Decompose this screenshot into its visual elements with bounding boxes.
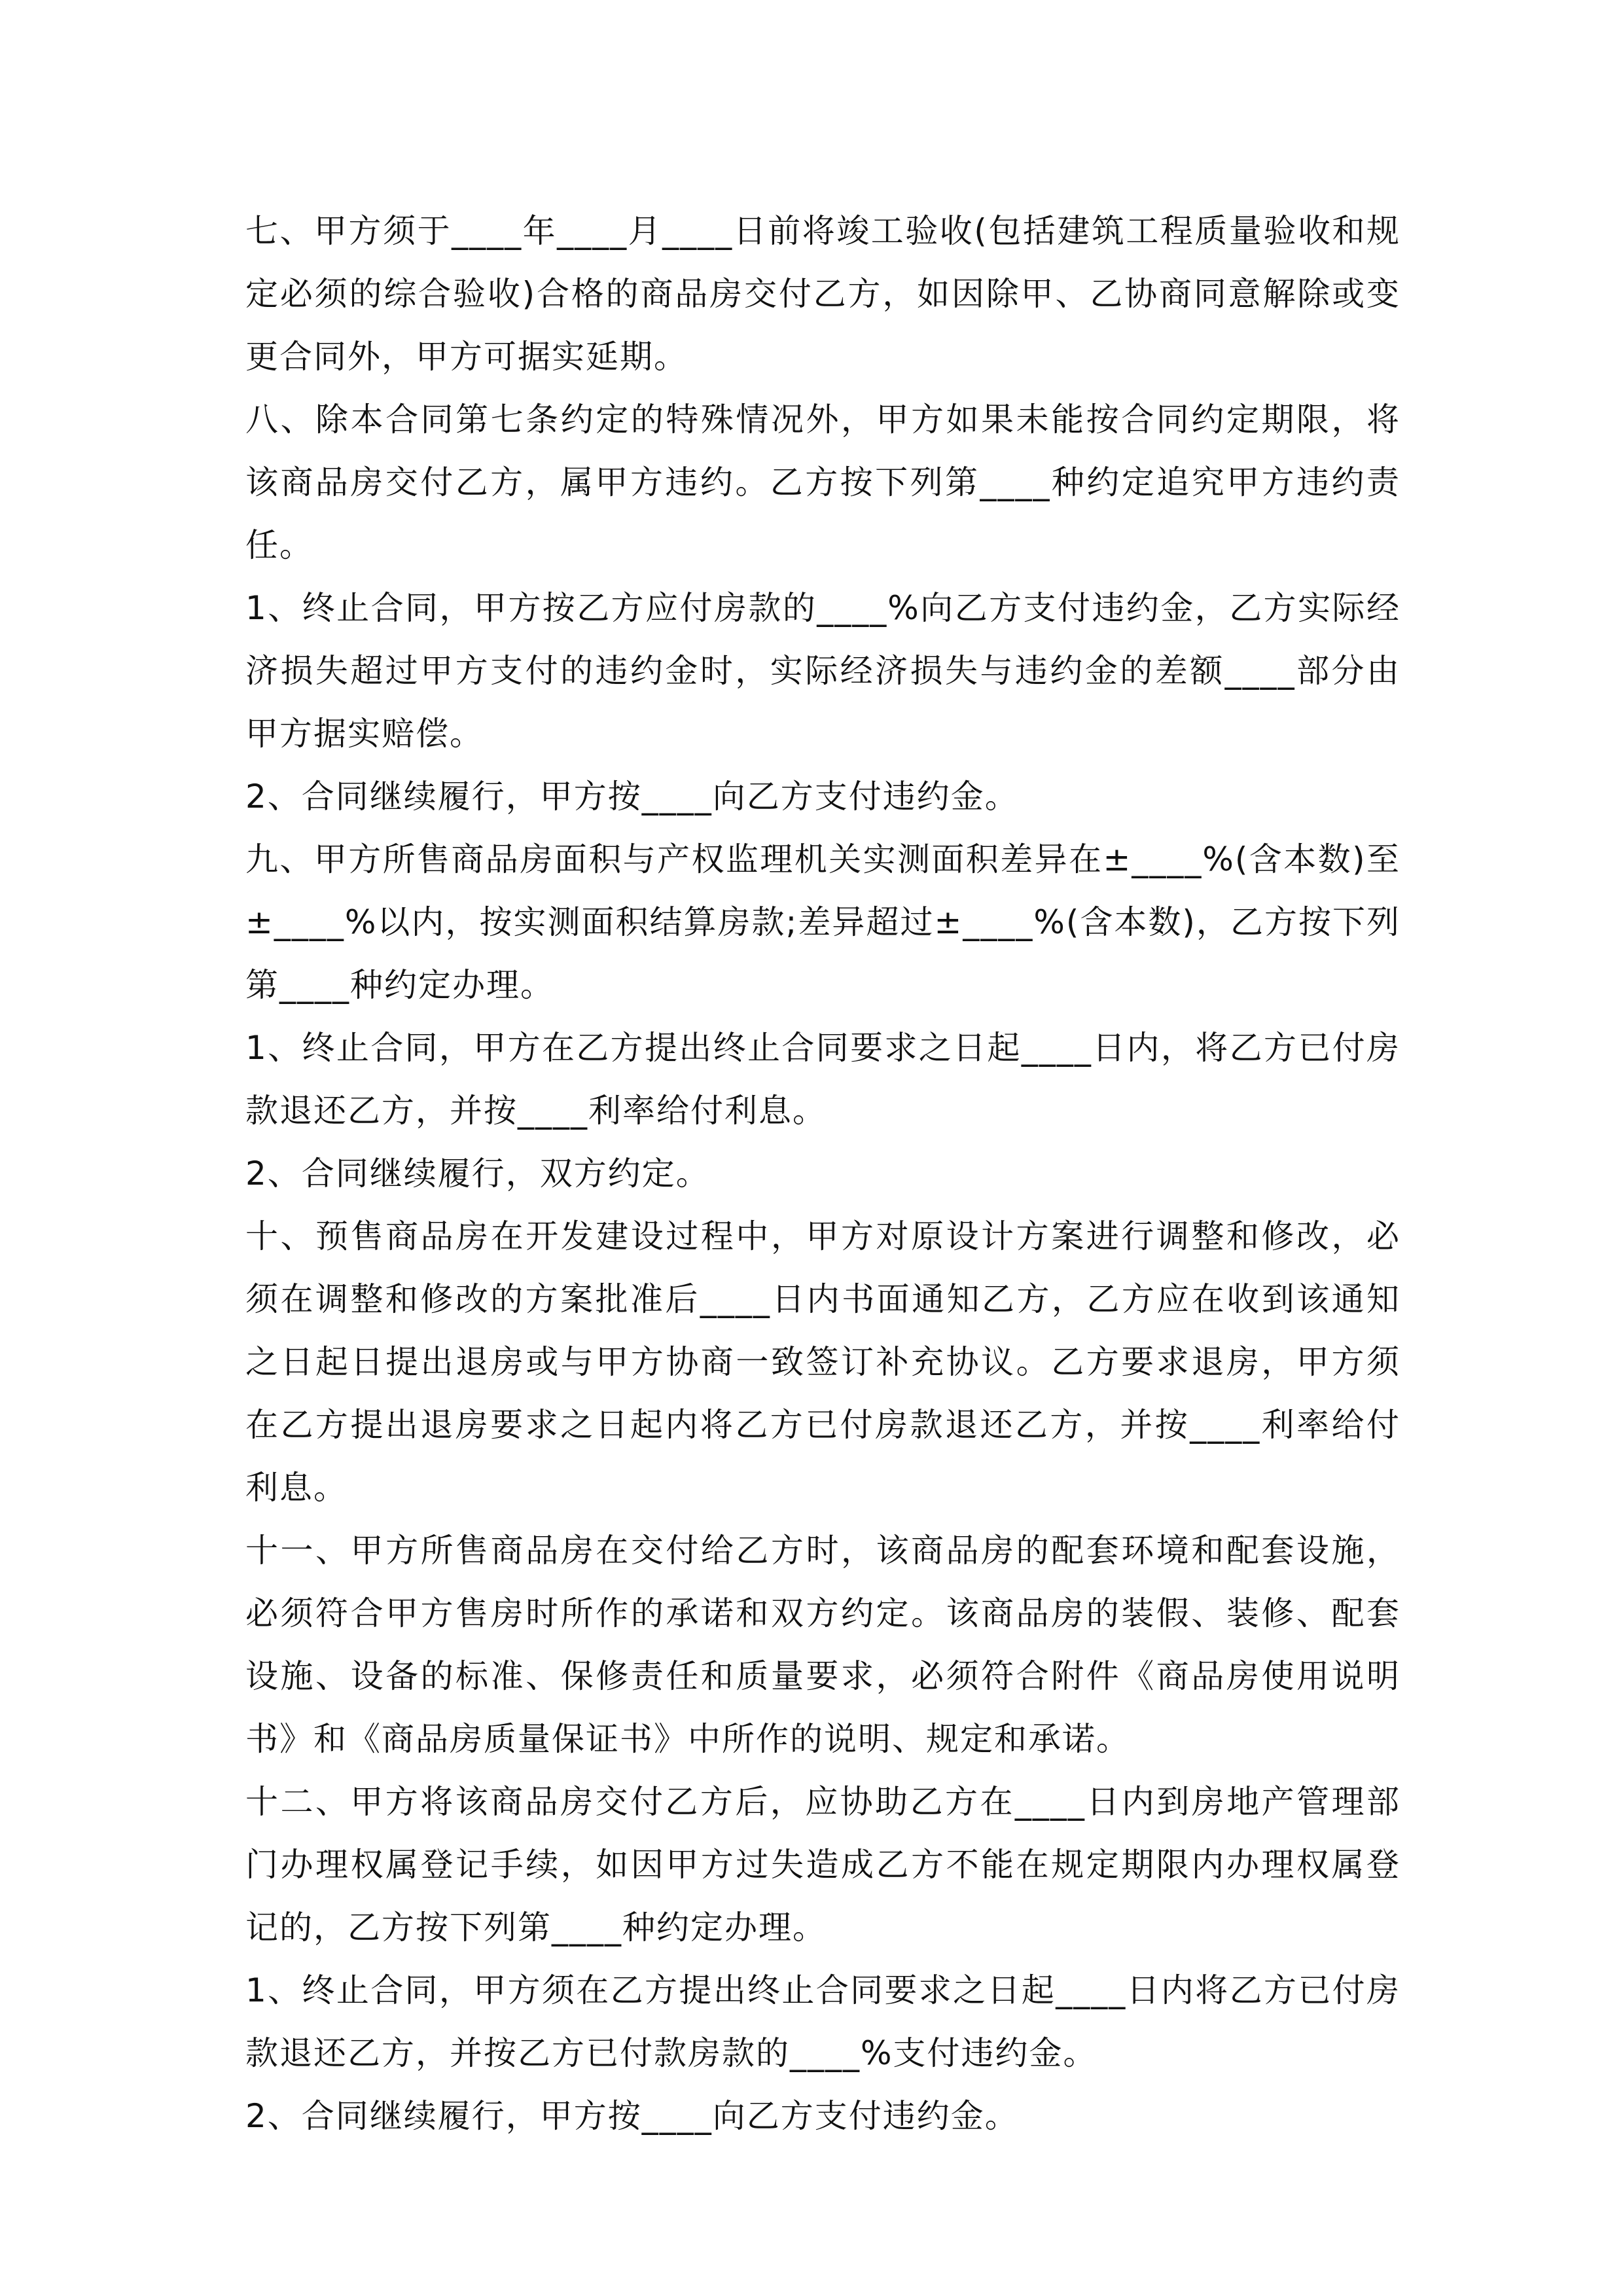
clause-8: 八、除本合同第七条约定的特殊情况外，甲方如果未能按合同约定期限，将该商品房交付乙方，属甲方违约。乙方按下列第____种约定追究甲方违约责任。 xyxy=(245,401,1400,564)
clause-8-option-2: 2、合同继续履行，甲方按____向乙方支付违约金。 xyxy=(245,778,1019,816)
clause-8-option-1: 1、终止合同，甲方按乙方应付房款的____%向乙方支付违约金，乙方实际经济损失超过甲方支付的违约金时，实际经济损失与违约金的差额____部分由甲方据实赔偿。 xyxy=(245,589,1400,753)
clause-10: 十、预售商品房在开发建设过程中，甲方对原设计方案进行调整和修改，必须在调整和修改的方案批准后____日内书面通知乙方，乙方应在收到该通知之日起日提出退房或与甲方协商一致签订补充协议。乙方要求退房，甲方须在乙方提出退房要求之日起内将乙方已付房款退还乙方，并按____利率给付利息。 xyxy=(245,1217,1400,1507)
clause-12-option-1: 1、终止合同，甲方须在乙方提出终止合同要求之日起____日内将乙方已付房款退还乙方，并按乙方已付款房款的____%支付违约金。 xyxy=(245,1971,1400,2072)
clause-12: 十二、甲方将该商品房交付乙方后，应协助乙方在____日内到房地产管理部门办理权属登记手续，如因甲方过失造成乙方不能在规定期限内办理权属登记的，乙方按下列第____种约定办理。 xyxy=(245,1783,1400,1946)
clause-9-option-2: 2、合同继续履行，双方约定。 xyxy=(245,1155,710,1193)
clause-12-option-2: 2、合同继续履行，甲方按____向乙方支付违约金。 xyxy=(245,2097,1019,2135)
clause-7: 七、甲方须于____年____月____日前将竣工验收(包括建筑工程质量验收和规定必须的综合验收)合格的商品房交付乙方，如因除甲、乙协商同意解除或变更合同外，甲方可据实延期。 xyxy=(245,212,1400,376)
document-body xyxy=(245,200,1400,2147)
clause-9-option-1: 1、终止合同，甲方在乙方提出终止合同要求之日起____日内，将乙方已付房款退还乙方，并按____利率给付利息。 xyxy=(245,1029,1400,1130)
clause-9: 九、甲方所售商品房面积与产权监理机关实测面积差异在±____%(含本数)至±____%以内，按实测面积结算房款;差异超过±____%(含本数)，乙方按下列第____种约定办理。 xyxy=(245,840,1400,1004)
clause-11: 十一、甲方所售商品房在交付给乙方时，该商品房的配套环境和配套设施，必须符合甲方售房时所作的承诺和双方约定。该商品房的装假、装修、配套设施、设备的标准、保修责任和质量要求，必须符合附件《商品房使用说明书》和《商品房质量保证书》中所作的说明、规定和承诺。 xyxy=(245,1532,1400,1758)
